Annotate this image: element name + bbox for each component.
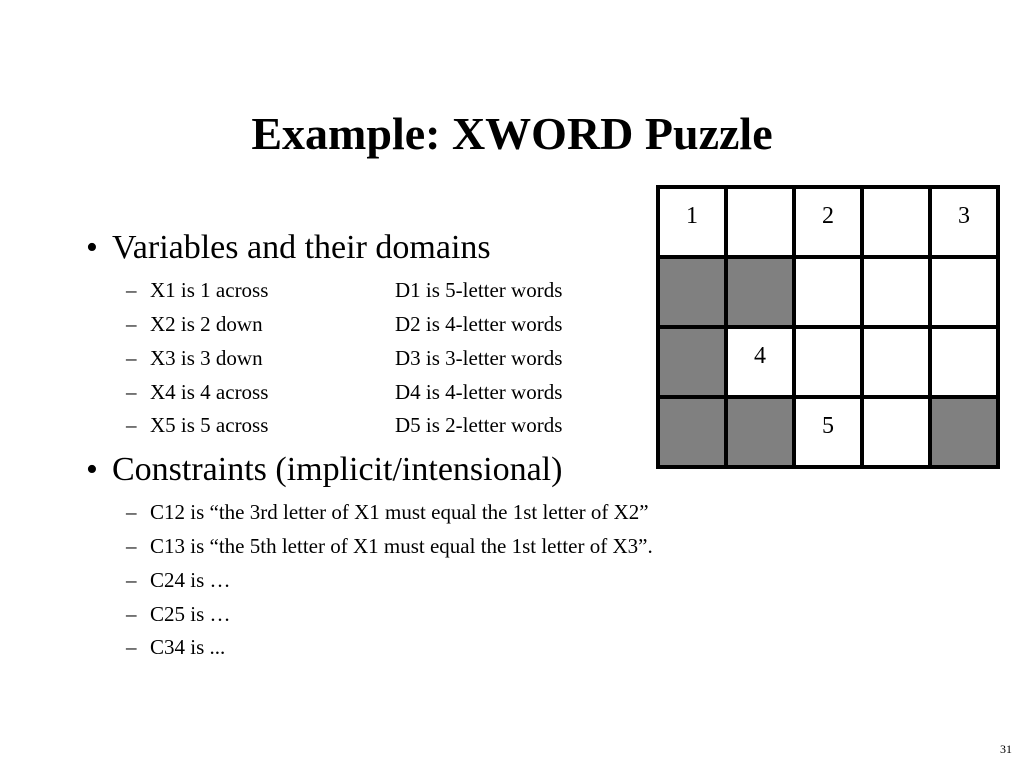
variable-item [126,345,563,371]
grid-cell-white [930,327,998,397]
crossword-grid [656,185,1000,469]
page-number: 31 [1000,742,1012,756]
clue-number: 1 [686,203,698,229]
variable-name: X5 is 5 across [150,413,269,437]
dash: – [126,500,137,524]
bullet-dot: • [86,451,98,488]
variable-name: X3 is 3 down [150,346,263,370]
variable-item [126,311,563,337]
grid-cell-black [726,257,794,327]
constraint-text: C34 is ... [150,635,226,659]
variable-name: X2 is 2 down [150,312,263,336]
grid-cell-black [726,397,794,467]
variable-item [126,412,563,438]
variable-domain: D3 is 3-letter words [395,346,563,370]
grid-cell-white [862,397,930,467]
grid-cell-white [930,257,998,327]
variable-name: X1 is 1 across [150,278,269,302]
variable-domain: D4 is 4-letter words [395,380,563,404]
grid-cell-black [658,397,726,467]
grid-cell-black [658,327,726,397]
grid-cell-black [658,257,726,327]
constraint-item [126,601,231,627]
constraint-item [126,567,231,593]
grid-cell-white [658,187,726,257]
dash: – [126,602,137,626]
variable-item [126,379,563,405]
grid-cell-white [862,257,930,327]
dash: – [126,312,137,336]
variable-domain: D1 is 5-letter words [395,278,563,302]
constraint-text: C12 is “the 3rd letter of X1 must equal the 1st letter of X2” [150,500,649,524]
grid-cell-white [794,397,862,467]
slide-title: Example: XWORD Puzzle [251,108,773,159]
variable-domain: D2 is 4-letter words [395,312,563,336]
bullet-variables-text: Variables and their domains [112,229,491,266]
constraint-text: C24 is … [150,568,231,592]
constraint-text: C13 is “the 5th letter of X1 must equal the 1st letter of X3”. [150,534,653,558]
grid-cell-white [726,187,794,257]
constraint-item [126,634,225,660]
constraint-item [126,499,649,525]
grid-cell-white [726,327,794,397]
dash: – [126,380,137,404]
clue-number: 5 [822,413,834,439]
dash: – [126,635,137,659]
grid-cell-black [930,397,998,467]
variable-name: X4 is 4 across [150,380,269,404]
bullet-constraints [86,450,562,490]
grid-cell-white [930,187,998,257]
grid-cell-white [794,327,862,397]
dash: – [126,346,137,370]
bullet-variables [86,228,491,268]
constraint-text: C25 is … [150,602,231,626]
dash: – [126,278,137,302]
constraint-item [126,533,653,559]
variable-item [126,277,563,303]
clue-number: 4 [754,343,766,369]
bullet-constraints-text: Constraints (implicit/intensional) [112,451,563,488]
grid-cell-white [794,257,862,327]
grid-cell-white [794,187,862,257]
grid-cell-white [862,327,930,397]
dash: – [126,568,137,592]
grid-cell-white [862,187,930,257]
dash: – [126,534,137,558]
dash: – [126,413,137,437]
bullet-dot: • [86,229,98,266]
variable-domain: D5 is 2-letter words [395,413,563,437]
clue-number: 3 [958,203,970,229]
clue-number: 2 [822,203,834,229]
